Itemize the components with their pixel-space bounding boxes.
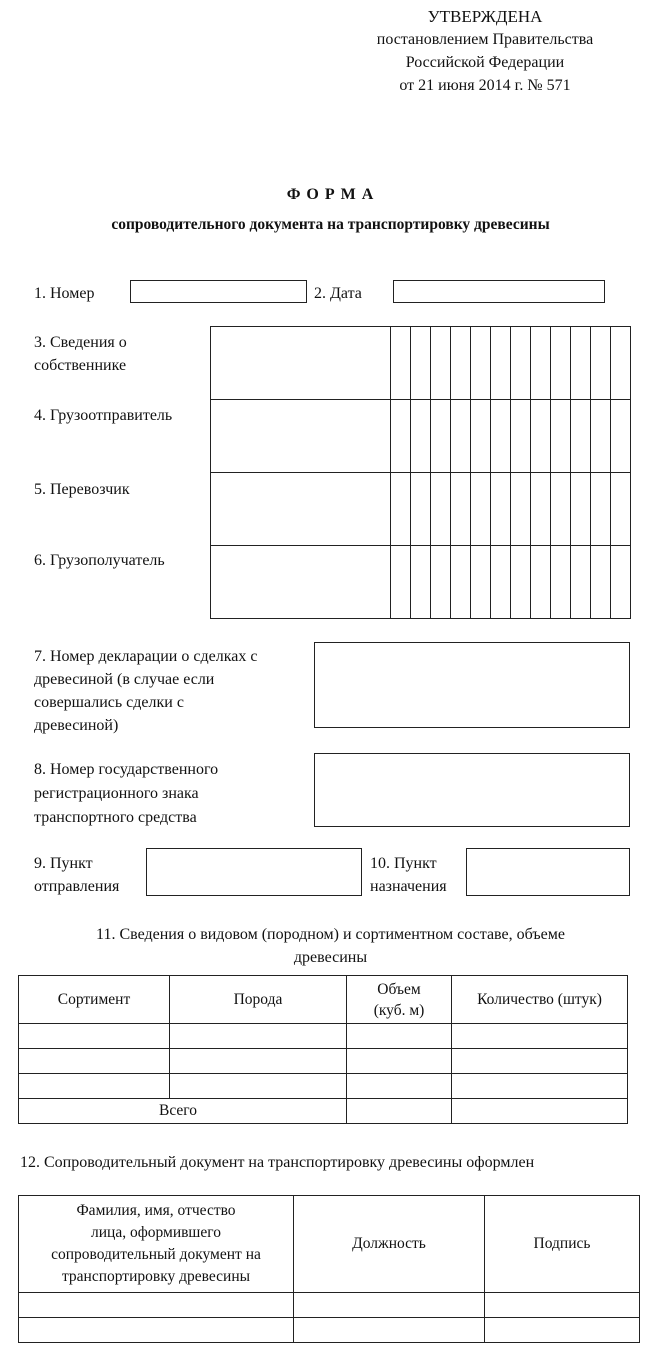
shipper-label: 4. Грузоотправитель	[34, 407, 173, 424]
approval-line-3: от 21 июня 2014 г. № 571	[399, 77, 571, 94]
timber-table	[18, 975, 628, 1124]
vehicle-line-3: транспортного средства	[34, 809, 197, 826]
col-name-line-1: Фамилия, имя, отчество	[76, 1202, 236, 1219]
col-quantity: Количество (штук)	[452, 976, 628, 1024]
vehicle-label	[34, 758, 218, 829]
table-row	[19, 1293, 640, 1318]
consignee-cell[interactable]	[211, 546, 391, 619]
section12-title: 12. Сопроводительный документ на транспортировку древесины оформлен	[20, 1154, 535, 1171]
declaration-field[interactable]	[314, 642, 630, 728]
table-row	[19, 1074, 628, 1099]
col-volume	[347, 976, 452, 1024]
vehicle-line-2: регистрационного знака	[34, 785, 199, 802]
declaration-line-1: 7. Номер декларации о сделках с	[34, 648, 258, 665]
destination-line-1: 10. Пункт	[370, 855, 437, 872]
declaration-line-4: древесиной)	[34, 717, 119, 734]
col-name-line-4: транспортировку древесины	[61, 1268, 251, 1285]
issuer-header-row	[19, 1196, 640, 1293]
approval-block	[330, 5, 640, 97]
section11-title	[0, 923, 661, 969]
consignee-row	[211, 546, 631, 619]
col-species: Порода	[170, 976, 347, 1024]
col-assortment: Сортимент	[19, 976, 170, 1024]
carrier-label: 5. Перевозчик	[34, 481, 130, 498]
number-field[interactable]	[130, 280, 307, 303]
date-label: 2. Дата	[314, 285, 362, 302]
form-subtitle: сопроводительного документа на транспортировку древесины	[111, 216, 550, 233]
table-row	[19, 1049, 628, 1074]
form-title: Ф О Р М А	[286, 186, 375, 203]
date-field[interactable]	[393, 280, 605, 303]
destination-field[interactable]	[466, 848, 630, 896]
vehicle-field[interactable]	[314, 753, 630, 827]
declaration-line-3: совершались сделки с	[34, 694, 184, 711]
shipper-row	[211, 400, 631, 473]
number-label: 1. Номер	[34, 285, 95, 302]
timber-header-row	[19, 976, 628, 1024]
shipper-cell[interactable]	[211, 400, 391, 473]
departure-line-2: отправления	[34, 878, 120, 895]
col-volume-line-2: (куб. м)	[373, 1001, 425, 1019]
carrier-cell[interactable]	[211, 473, 391, 546]
owner-label-line-1: 3. Сведения о	[34, 334, 127, 351]
destination-line-2: назначения	[370, 878, 447, 895]
col-position: Должность	[294, 1196, 485, 1293]
departure-line-1: 9. Пункт	[34, 855, 93, 872]
owner-cell[interactable]	[211, 327, 391, 400]
owner-label	[34, 331, 127, 377]
parties-grid	[210, 326, 631, 619]
section11-title-line-1: 11. Сведения о видовом (породном) и сортиментном составе, объеме	[96, 926, 565, 943]
owner-row	[211, 327, 631, 400]
total-row	[19, 1099, 628, 1124]
departure-field[interactable]	[146, 848, 362, 896]
issuer-table	[18, 1195, 640, 1343]
carrier-row	[211, 473, 631, 546]
consignee-label: 6. Грузополучатель	[34, 552, 165, 569]
approval-line-1: постановлением Правительства	[376, 31, 594, 48]
approval-line-2: Российской Федерации	[405, 54, 565, 71]
table-row	[19, 1318, 640, 1343]
col-volume-line-1: Объем	[377, 980, 421, 998]
owner-label-line-2: собственнике	[34, 357, 127, 374]
destination-label	[370, 852, 447, 898]
declaration-line-2: древесиной (в случае если	[34, 671, 215, 688]
total-label-cell	[19, 1099, 347, 1124]
col-name-line-3: сопроводительный документ на	[51, 1246, 261, 1263]
table-row	[19, 1024, 628, 1049]
approved-title: УТВЕРЖДЕНА	[427, 7, 543, 26]
departure-label	[34, 852, 119, 898]
total-label: Всего	[159, 1102, 198, 1119]
col-name	[19, 1196, 294, 1293]
col-name-line-2: лица, оформившего	[91, 1224, 221, 1241]
col-signature: Подпись	[485, 1196, 640, 1293]
declaration-label	[34, 645, 257, 737]
vehicle-line-1: 8. Номер государственного	[34, 761, 219, 778]
section11-title-line-2: древесины	[293, 949, 368, 966]
